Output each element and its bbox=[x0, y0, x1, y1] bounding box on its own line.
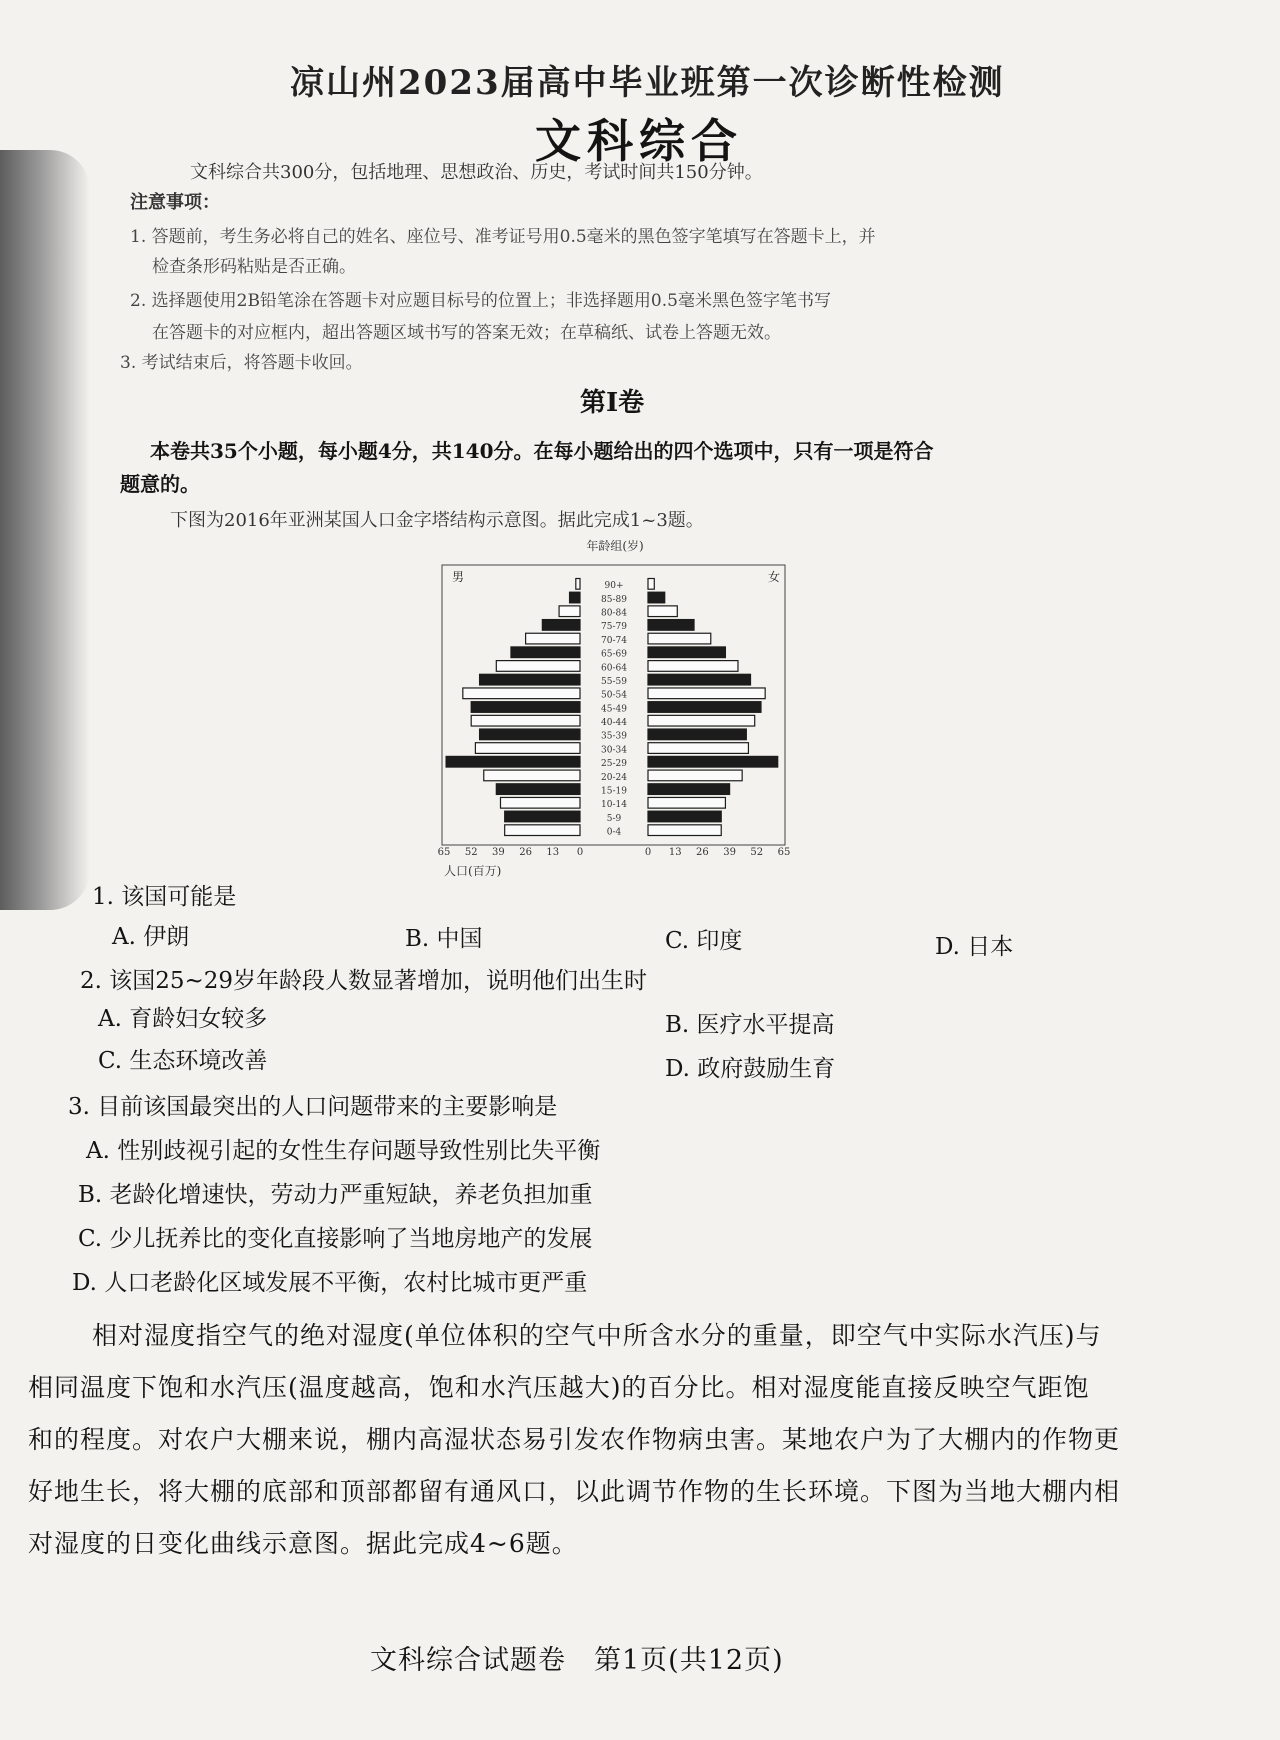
age-label-5-9: 5-9 bbox=[606, 813, 622, 824]
bar-female-5-9 bbox=[648, 811, 721, 822]
bar-female-85-89 bbox=[648, 592, 665, 603]
bar-male-0-4 bbox=[505, 825, 580, 836]
bar-female-25-29 bbox=[648, 756, 778, 767]
legend-female: 女 bbox=[768, 570, 781, 584]
bar-female-55-59 bbox=[648, 674, 751, 685]
q2-option-c: C. 生态环境改善 bbox=[98, 1048, 268, 1074]
bar-female-15-19 bbox=[648, 784, 730, 795]
age-label-60-64: 60-64 bbox=[601, 663, 627, 674]
x-tick-left-1: 52 bbox=[464, 847, 478, 858]
subject-heading: 文科综合 bbox=[535, 114, 743, 168]
age-label-70-74: 70-74 bbox=[601, 635, 627, 646]
x-tick-right-2: 26 bbox=[696, 847, 709, 858]
bar-female-50-54 bbox=[648, 688, 765, 699]
age-label-35-39: 35-39 bbox=[601, 731, 627, 742]
bar-male-20-24 bbox=[484, 770, 580, 781]
bar-female-60-64 bbox=[648, 661, 738, 672]
bar-male-65-69 bbox=[511, 647, 580, 658]
q3-option-c: C. 少儿抚养比的变化直接影响了当地房地产的发展 bbox=[78, 1226, 593, 1252]
age-label-15-19: 15-19 bbox=[601, 786, 627, 797]
bar-female-40-44 bbox=[648, 715, 755, 726]
bar-female-10-14 bbox=[648, 797, 725, 808]
bar-male-15-19 bbox=[496, 784, 580, 795]
q1-option-c: C. 印度 bbox=[665, 928, 743, 954]
bar-female-20-24 bbox=[648, 770, 742, 781]
q1-stem: 1. 该国可能是 bbox=[92, 884, 237, 910]
bar-female-0-4 bbox=[648, 825, 721, 836]
paper-edge-shadow bbox=[0, 150, 90, 910]
bar-female-75-79 bbox=[648, 620, 694, 631]
q3-stem: 3. 目前该国最突出的人口问题带来的主要影响是 bbox=[68, 1094, 558, 1120]
age-label-90+: 90+ bbox=[604, 581, 624, 592]
note-line-5: 3. 考试结束后，将答题卡收回。 bbox=[120, 353, 363, 373]
q3-option-a: A. 性别歧视引起的女性生存问题导致性别比失平衡 bbox=[86, 1138, 601, 1164]
age-label-50-54: 50-54 bbox=[601, 690, 627, 701]
age-label-40-44: 40-44 bbox=[601, 718, 627, 729]
x-axis-label: 人口(百万) bbox=[444, 864, 502, 878]
bar-male-60-64 bbox=[496, 661, 580, 672]
bar-male-25-29 bbox=[446, 756, 580, 767]
age-label-20-24: 20-24 bbox=[601, 772, 627, 783]
bar-male-30-34 bbox=[475, 743, 580, 754]
passage-line-2: 相同温度下饱和水汽压(温度越高，饱和水汽压越大)的百分比。相对湿度能直接反映空气距饱 bbox=[28, 1373, 1090, 1402]
exam-summary: 文科综合共300分，包括地理、思想政治、历史，考试时间共150分钟。 bbox=[190, 162, 763, 183]
age-label-55-59: 55-59 bbox=[601, 676, 627, 687]
q1-option-a: A. 伊朗 bbox=[112, 924, 190, 950]
section-instruction-2: 题意的。 bbox=[120, 472, 200, 496]
passage-line-5: 对湿度的日变化曲线示意图。据此完成4~6题。 bbox=[28, 1529, 578, 1558]
passage-line-1: 相对湿度指空气的绝对湿度(单位体积的空气中所含水分的重量，即空气中实际水汽压)与 bbox=[92, 1321, 1102, 1350]
note-line-2: 检查条形码粘贴是否正确。 bbox=[152, 257, 356, 277]
q2-option-d: D. 政府鼓励生育 bbox=[665, 1056, 836, 1082]
age-label-10-14: 10-14 bbox=[601, 800, 627, 811]
bar-female-90+ bbox=[648, 579, 654, 590]
bar-male-40-44 bbox=[471, 715, 580, 726]
age-label-45-49: 45-49 bbox=[601, 704, 627, 715]
x-tick-left-2: 39 bbox=[492, 847, 505, 858]
age-label-30-34: 30-34 bbox=[601, 745, 627, 756]
page-footer: 文科综合试题卷 第1页(共12页) bbox=[370, 1645, 784, 1676]
x-tick-left-0: 65 bbox=[437, 847, 451, 858]
bar-male-10-14 bbox=[500, 797, 580, 808]
bar-female-30-34 bbox=[648, 743, 748, 754]
x-tick-right-3: 39 bbox=[723, 847, 736, 858]
population-pyramid-chart bbox=[430, 535, 800, 880]
bar-male-55-59 bbox=[480, 674, 580, 685]
x-tick-left-3: 26 bbox=[519, 847, 532, 858]
bar-male-70-74 bbox=[526, 633, 580, 644]
age-label-85-89: 85-89 bbox=[601, 594, 627, 605]
q3-option-b: B. 老龄化增速快，劳动力严重短缺，养老负担加重 bbox=[78, 1182, 593, 1208]
passage-line-3: 和的程度。对农户大棚来说，棚内高湿状态易引发农作物病虫害。某地农户为了大棚内的作物更 bbox=[28, 1425, 1121, 1454]
passage-line-4: 好地生长，将大棚的底部和顶部都留有通风口，以此调节作物的生长环境。下图为当地大棚内相 bbox=[28, 1477, 1121, 1506]
bar-female-35-39 bbox=[648, 729, 746, 740]
section-heading: 第Ⅰ卷 bbox=[580, 388, 645, 418]
q2-option-a: A. 育龄妇女较多 bbox=[98, 1006, 268, 1032]
bar-male-75-79 bbox=[542, 620, 580, 631]
bar-male-50-54 bbox=[463, 688, 580, 699]
age-label-25-29: 25-29 bbox=[601, 759, 627, 770]
bar-male-5-9 bbox=[505, 811, 580, 822]
note-line-3: 2. 选择题使用2B铅笔涂在答题卡对应题目标号的位置上；非选择题用0.5毫米黑色签字笔书写 bbox=[130, 291, 831, 311]
bar-female-70-74 bbox=[648, 633, 711, 644]
x-tick-left-4: 13 bbox=[546, 847, 560, 858]
bar-female-80-84 bbox=[648, 606, 677, 617]
age-label-80-84: 80-84 bbox=[601, 608, 627, 619]
bar-female-45-49 bbox=[648, 702, 761, 713]
q1-option-b: B. 中国 bbox=[405, 926, 483, 952]
bar-male-80-84 bbox=[559, 606, 580, 617]
note-line-4: 在答题卡的对应框内，超出答题区域书写的答案无效；在草稿纸、试卷上答题无效。 bbox=[152, 323, 781, 343]
legend-male: 男 bbox=[452, 570, 465, 584]
q2-stem: 2. 该国25~29岁年龄段人数显著增加，说明他们出生时 bbox=[80, 968, 648, 994]
bar-male-35-39 bbox=[480, 729, 580, 740]
q3-option-d: D. 人口老龄化区域发展不平衡，农村比城市更严重 bbox=[72, 1270, 588, 1296]
x-tick-right-1: 13 bbox=[668, 847, 682, 858]
age-label-0-4: 0-4 bbox=[606, 827, 622, 838]
figure-intro: 下图为2016年亚洲某国人口金字塔结构示意图。据此完成1~3题。 bbox=[170, 510, 704, 531]
bar-male-85-89 bbox=[570, 592, 580, 603]
bar-male-45-49 bbox=[471, 702, 580, 713]
chart-title: 年龄组(岁) bbox=[586, 539, 644, 553]
x-tick-right-5: 65 bbox=[777, 847, 791, 858]
x-tick-right-4: 52 bbox=[750, 847, 764, 858]
q2-option-b: B. 医疗水平提高 bbox=[665, 1012, 835, 1038]
bar-male-90+ bbox=[576, 579, 580, 590]
age-label-65-69: 65-69 bbox=[601, 649, 627, 660]
bar-female-65-69 bbox=[648, 647, 725, 658]
section-instruction-1: 本卷共35个小题，每小题4分，共140分。在每小题给出的四个选项中，只有一项是符合 bbox=[150, 439, 934, 463]
note-line-1: 1. 答题前，考生务必将自己的姓名、座位号、准考证号用0.5毫米的黑色签字笔填写在答题卡上，并 bbox=[130, 227, 876, 247]
exam-title: 凉山州2023届高中毕业班第一次诊断性检测 bbox=[290, 63, 1005, 103]
x-tick-right-0: 0 bbox=[644, 847, 652, 858]
notes-title: 注意事项： bbox=[130, 192, 220, 213]
x-tick-left-5: 0 bbox=[576, 847, 584, 858]
q1-option-d: D. 日本 bbox=[935, 934, 1014, 960]
age-label-75-79: 75-79 bbox=[601, 622, 627, 633]
